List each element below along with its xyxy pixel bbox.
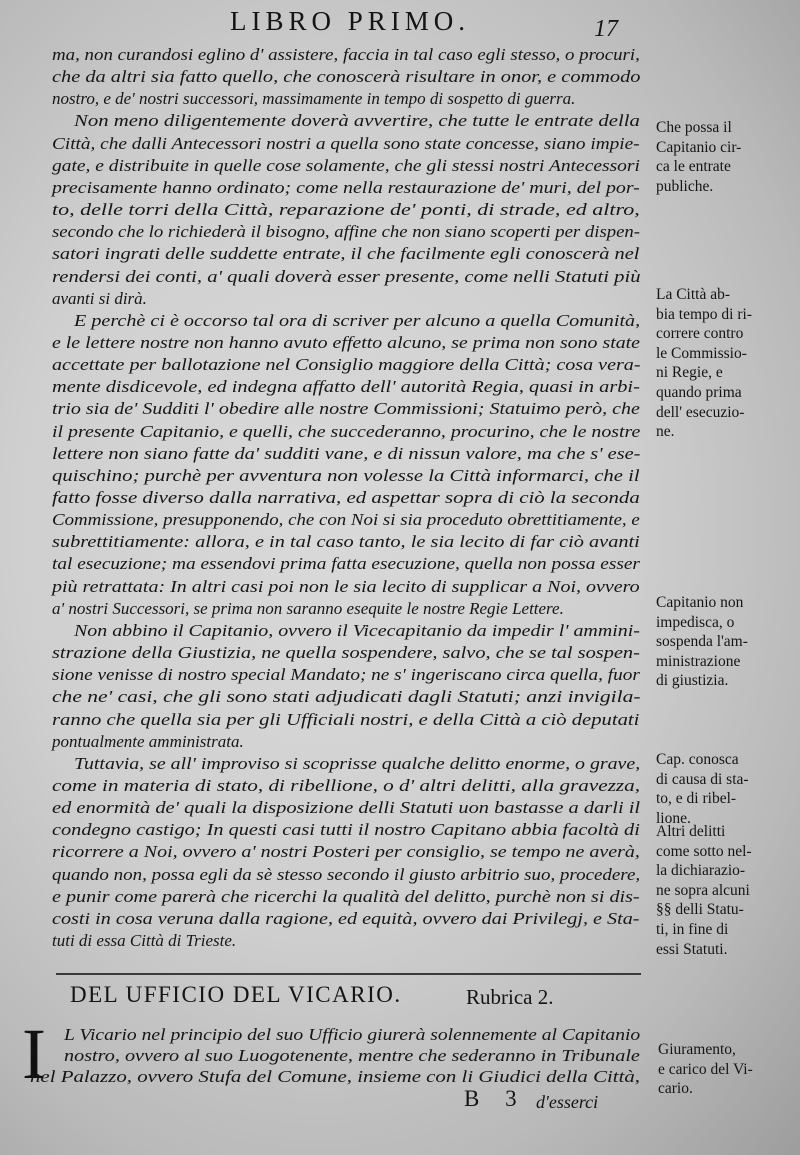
text-line: gate, e distribuite in quelle cose solamente, che gli stessi nostri Antecessori [52,155,640,175]
text-line: Tuttavia, se all' improviso si scoprisse qualche delitto enorme, o grave, [74,753,641,773]
margin-note-line: di giustizia. [656,672,729,690]
text-line: satori ingrati delle suddette entrate, il che facilmente egli conoscerà nel [52,244,640,264]
margin-note-line: ti, in fine di [656,921,729,938]
margin-note-line: ne sopra alcuni [656,881,750,899]
text-line: quischino; purchè per avventura non volesse la Città informarci, che il [52,465,640,485]
margin-note-line: e carico del Vi- [658,1060,753,1078]
margin-note-line: quando prima [656,384,742,401]
margin-note-line: Capitanio cir- [656,138,742,156]
text-line: tal esecuzione; ma essendovi prima fatta esecuzione, quella non possa esser [52,554,640,574]
text-line: Città, che dalli Antecessori nostri a quella sono state concesse, siano impie- [52,133,640,153]
text-line: nostro, ovvero al suo Luogotenente, mentre che sederanno in Tribunale [64,1046,640,1065]
margin-note-line: §§ delli Statu- [656,901,744,919]
text-line: nostro, e de' nostri successori, massimamente in tempo di sospetto di guerra. [52,89,576,109]
text-line: a' nostri Successori, se prima non saranno esequite le nostre Regie Lettere. [52,598,564,618]
text-line: ed enormità de' quali la disposizione delli Statuti uon bastasse a darli il [52,798,641,818]
text-line: e le lettere nostre non hanno avuto effetto alcuno, se prima non sono state [52,332,640,352]
text-line: accettate per ballotazione nel Consiglio maggiore della Città; cosa vera- [52,355,641,375]
margin-note-line: di causa di sta- [656,770,749,788]
margin-note-line: come sotto nel- [656,842,752,860]
margin-note-line: la dichiarazio- [656,862,746,880]
margin-note-line: Altri delitti [656,823,726,840]
margin-note-line: sospenda l'am- [656,633,748,651]
text-line: il presente Capitanio, e quelli, che succederanno, procurino, che le nostre [52,421,641,441]
margin-note-line: ne. [656,423,675,441]
margin-note-line: publiche. [656,177,714,195]
signature-mark: B 3 [464,1086,527,1111]
text-line: Commissione, presupponendo, che con Noi si sia proceduto obrettitiamente, e [52,510,640,530]
section-divider [56,973,641,975]
text-line: precisamente hanno ordinato; come nella restaurazione de' muri, del por- [52,177,640,197]
text-line: costi in cosa veruna dalla ragione, ed equità, ovvero dai Privilegj, e Sta- [52,908,640,928]
text-line: ranno che quella sia per gli Ufficiali nostri, e della Città a ciò deputati [52,709,640,729]
catchword: d'esserci [536,1092,599,1112]
text-line: strazione della Giustizia, ne quella sospendere, salvo, che se tal sospen- [52,643,640,663]
text-line: E perchè ci è occorso tal ora di scriver per alcuno a quella Comunità, [74,310,641,330]
margin-note-line: essi Statuti. [656,940,728,958]
margin-note-line: to, e di ribel- [656,790,737,808]
text-line: tuti di essa Città di Trieste. [52,931,237,950]
text-line: ma, non curandosi eglino d' assistere, faccia in tal caso egli stesso, o procuri, [52,45,640,64]
text-line: nel Palazzo, ovvero Stufa del Comune, insieme con li Giudici della Città, [30,1067,641,1086]
margin-note-line: Capitanio non [656,594,744,611]
text-line: sione venisse di nostro special Mandato; ne s' ingeriscano circa quella, fuor [52,665,640,685]
margin-note-line: Che possa il [656,119,732,136]
margin-note-line: bia tempo di ri- [656,305,752,323]
margin-note-line: ca le entrate [656,158,731,176]
margin-note-line: lione. [656,809,691,827]
margin-note-line: Giuramento, [658,1041,736,1058]
section-title: DEL UFFICIO DEL VICARIO. [70,982,402,1007]
text-line: rendersi dei conti, a' quali doverà esser presente, come nelli Statuti più [52,266,641,286]
text-line: secondo che lo richiederà il bisogno, affine che non siano scoperti per dispen- [52,222,640,242]
text-line: e punir come parerà che ricerchi la qualità del delitto, purchè non si dis- [52,886,640,906]
text-line: che ne' casi, che gli sono stati adjudicati dagli Statuti; anzi invigila- [52,687,641,707]
drop-cap: I [22,1014,46,1094]
text-line: più retrattata: In altri casi poi non le sia lecito di supplicar a Noi, ovvero [52,576,640,596]
text-line: mente disdicevole, ed indegna affatto dell' autorità Regia, quasi in arbi- [52,377,640,397]
text-line: ricorrere a Noi, ovvero a' nostri Posteri per consiglio, se tempo ne averà, [52,842,640,862]
text-line: lettere non siano fatte da' sudditi vane, e di nissun valore, ma che s' ese- [52,443,641,463]
text-line: condegno castigo; In questi casi tutti il nostro Capitano abbia facoltà di [52,820,640,840]
section-rubric: Rubrica 2. [466,985,554,1009]
running-head: LIBRO PRIMO. [230,6,471,36]
margin-note-line: La Città ab- [656,286,731,303]
margin-note-line: impedisca, o [656,613,735,631]
text-line: trio sia de' Sudditi l' obedire alle nostre Commissioni; Statuimo però, che [52,399,640,419]
text-line: to, delle torri della Città, reparazione de' ponti, di strade, ed altro, [52,200,640,220]
text-line: che da altri sia fatto quello, che conoscerà risultare in onor, e commodo [52,67,641,87]
text-line: Non abbino il Capitanio, ovvero il Vicecapitanio da impedir l' ammini- [74,620,640,640]
text-line: L Vicario nel principio del suo Ufficio giurerà solennemente al Capitanio [64,1025,641,1044]
margin-note-line: ministrazione [656,652,741,670]
text-line: subrettitiamente: allora, e in tal caso tanto, le sia lecito di far ciò avanti [52,532,640,552]
margin-note-line: cario. [658,1080,693,1098]
text-line: come in materia di stato, di ribellione, o d' altri delitti, alla gravezza, [52,775,641,795]
text-line: avanti si dirà. [52,288,147,308]
margin-note-line: le Commissio- [656,344,747,362]
margin-note-line: correre contro [656,325,744,343]
text-line: fatto fosse diverso dalla narrativa, ed aspettar sopra di ciò la seconda [52,488,640,507]
margin-note-line: dell' esecuzio- [656,403,745,421]
text-line: Non meno diligentemente doverà avvertire, che tutte le entrate della [74,111,640,131]
text-line: pontualmente amministrata. [52,731,244,751]
margin-note-line: ni Regie, e [656,364,723,382]
margin-note-line: Cap. conosca [656,751,739,768]
text-line: quando non, possa egli da sè stesso secondo il giusto arbitrio suo, procedere, [52,864,641,884]
page-number: 17 [594,16,618,42]
